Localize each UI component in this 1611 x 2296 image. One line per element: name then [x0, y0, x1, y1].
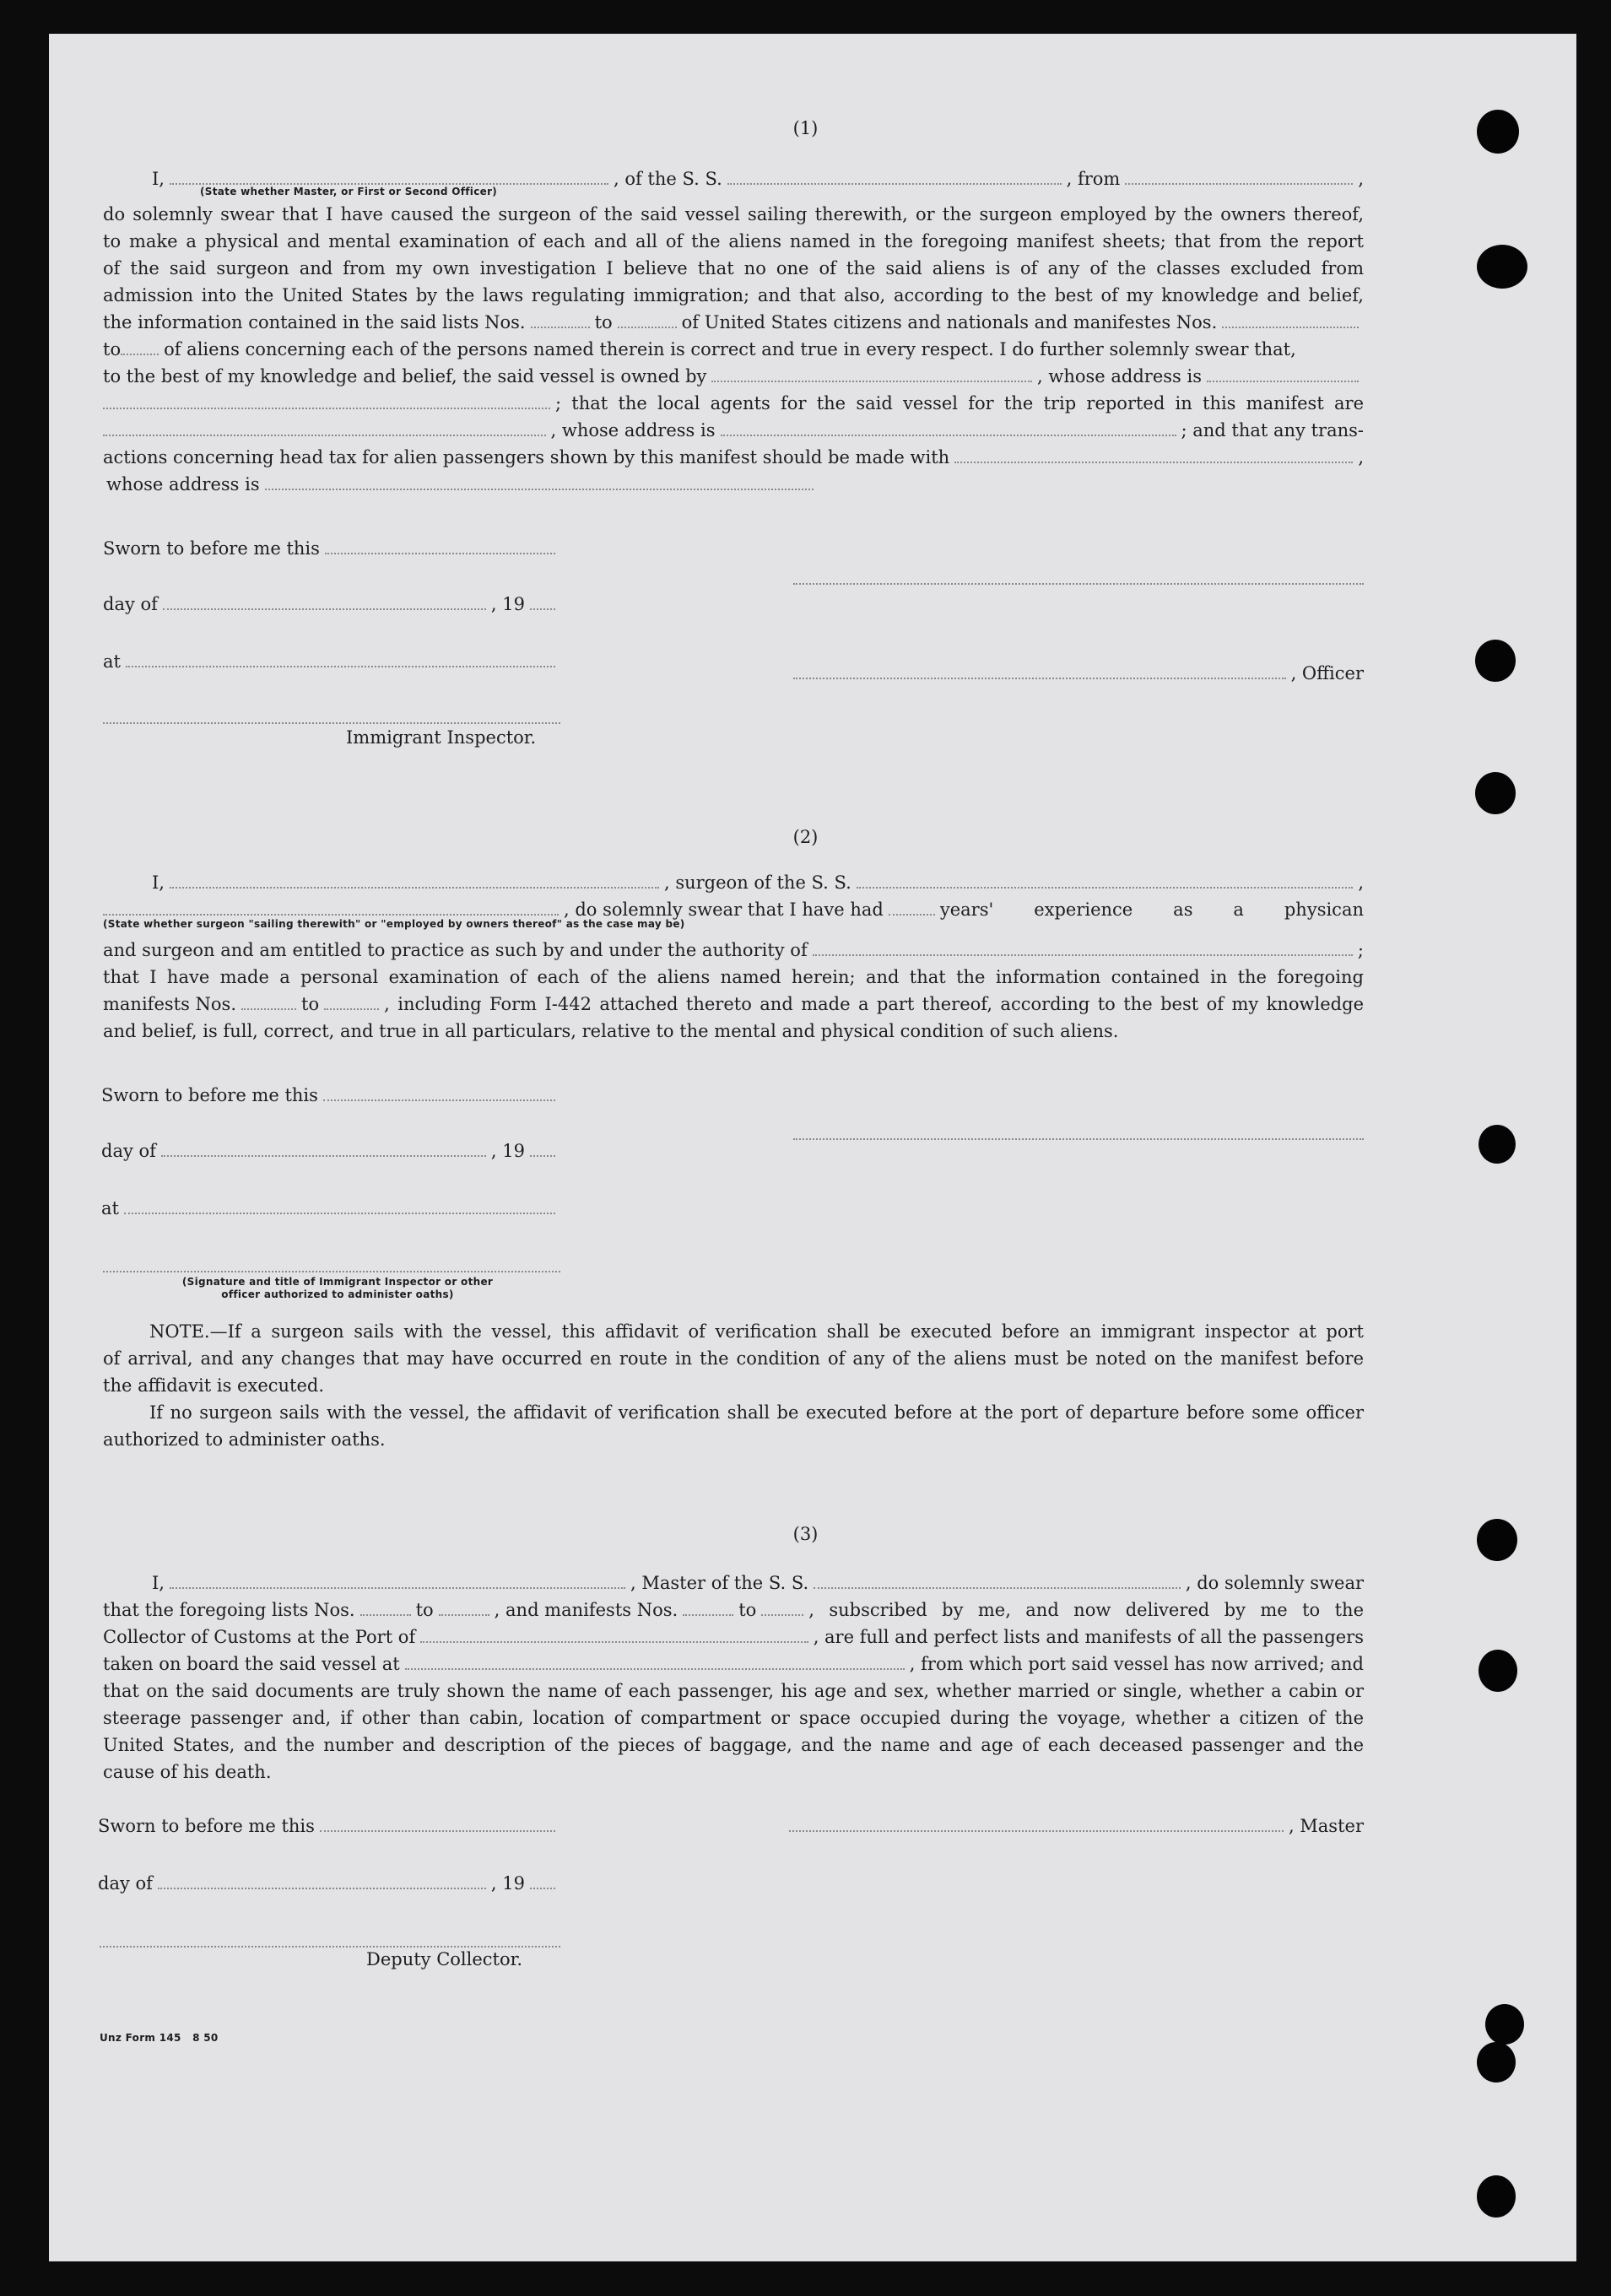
s1-day-line: day of , 19 — [103, 591, 560, 618]
punch-hole — [1485, 2004, 1524, 2045]
punch-hole — [1479, 1650, 1517, 1692]
s3-day-line: day of , 19 — [98, 1870, 560, 1897]
note-block: NOTE.—If a surgeon sails with the vessel, this affidavit of verification shall be executed before an immigrant inspector at port of arrival, and any changes that may have occurred en route in the condition of any of the aliens must be noted on the manifest before the affidavit is executed. If no surgeon sails with the vessel, the affidavit of verification shall be executed before at the port of departure before some officer authorized to administer oaths. — [103, 1321, 1364, 1450]
punch-hole — [1475, 772, 1516, 814]
punch-hole — [1479, 1125, 1516, 1164]
s3-deputy-signature-line — [100, 1945, 560, 1948]
officer-caption: (State whether Master, or First or Second Officer) — [200, 186, 498, 197]
punch-hole — [1477, 2175, 1516, 2218]
s2-day-line: day of , 19 — [101, 1137, 560, 1164]
s1-officer-line: , Officer — [793, 660, 1364, 687]
s3-deputy-label: Deputy Collector. — [366, 1949, 523, 1969]
s2-at-line: at — [101, 1195, 560, 1222]
s2-surgeon-signature-line — [793, 1137, 1364, 1140]
punch-hole — [1475, 640, 1516, 682]
s1-inspector-label: Immigrant Inspector. — [346, 727, 537, 748]
s2-sworn-line: Sworn to before me this — [101, 1082, 560, 1109]
section-2-number: (2) — [792, 827, 819, 847]
section-3-number: (3) — [792, 1524, 819, 1544]
s2-inspector-signature-line — [103, 1270, 560, 1272]
section-2: I, , surgeon of the S. S. , , do solemnly swear that I have had years' experience as a physican (State whether surgeon "sailing therewith" or "employed by owners thereof" as the case may be) and surgeon and am entitled to practice as such by and under the authority of ; that I have made a personal examination of each of the aliens named herein; and that the information contained in the foregoing manifests Nos. to , including Form I-442 attached thereto and made a part thereof, according to the best of my knowledge and belief, is full, correct, and true in all particulars, relative to the mental and physical condition of such aliens. — [103, 872, 1364, 1041]
s1-inspector-signature-line — [103, 721, 560, 724]
punch-hole — [1477, 245, 1527, 289]
s3-master-line: , Master — [789, 1812, 1364, 1840]
s3-sworn-line: Sworn to before me this — [98, 1812, 560, 1840]
surgeon-caption: (State whether surgeon "sailing therewith" or "employed by owners thereof" as the case may be) — [103, 918, 685, 930]
s1-at-line: at — [103, 648, 560, 675]
punch-hole — [1477, 2042, 1516, 2083]
section-3: I, , Master of the S. S. , do solemnly swear that the foregoing lists Nos. to , and manifests Nos. to , subscribed by me, and now delivered by me to the Collector of Customs at the Port of , are full and perfect lists and manifests of all the passengers taken on board the said vessel at , from which port said vessel has now arrived; and that on the said documents are truly shown the name of each passenger, his age and sex, whether married or single, whether a cabin or steerage passenger and, if other than cabin, location of compartment or space occupied during the voyage, whether a citizen of the United States, and the number and description of the pieces of baggage, and the name and age of each deceased passenger and the cause of his death. — [103, 1573, 1364, 1782]
section-1: I, , of the S. S. , from , (State whether Master, or First or Second Officer) do solemnly swear that I have caused the surgeon of the said vessel sailing therewith, or the surgeon employed by the owners thereof, to make a physical and mental examination of each and all of the aliens named in the foregoing manifest sheets; that from the report of the said surgeon and from my own investigation I believe that no one of the said aliens is of any of the classes excluded from admission into the United States by the laws regulating immigration; and that also, according to the best of my knowledge and belief, the information contained in the said lists Nos. to of United States citizens and nationals and manifestes Nos. to of aliens concerning each of the persons named therein is correct and true in every respect. I do further solemnly swear that, to the best of my knowledge and belief, the said vessel is owned by , whose address is ; that the local agents for the said vessel for the trip reported in this manifest are , whose address is ; and that any trans- actions concerning head tax for alien passengers shown by this manifest should be made with , whose address is — [103, 169, 1364, 494]
s1-officer-signature-line — [793, 582, 1364, 585]
form-number: Unz Form 145 8 50 — [100, 2032, 219, 2044]
s1-sworn-line: Sworn to before me this — [103, 535, 560, 562]
section-1-number: (1) — [792, 118, 819, 138]
s2-signature-caption: (Signature and title of Immigrant Inspector or other officer authorized to administer oaths) — [181, 1276, 494, 1300]
